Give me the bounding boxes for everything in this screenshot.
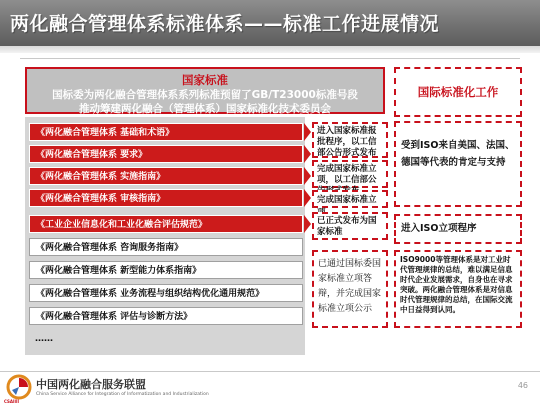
slide-title: 两化融合管理体系标准体系——标准工作进展情况 — [10, 13, 440, 35]
standard-item: 《两化融合管理体系 业务流程与组织结构优化通用规范》 — [29, 284, 303, 302]
footer-divider — [0, 371, 540, 372]
standard-item: 《工业企业信息化和工业化融合评估规范》 — [29, 215, 303, 233]
national-standard-line-2: 推动筹建两化融合（管理体系）国家标准化技术委员会 — [79, 103, 331, 115]
standard-item: 《两化融合管理体系 审核指南》 — [29, 189, 303, 207]
status-box-released: 已正式发布为国家标准 — [312, 212, 388, 240]
title-bar — [0, 0, 540, 46]
standard-item: 《两化融合管理体系 咨询服务指南》 — [29, 238, 303, 256]
standard-item: 《两化融合管理体系 基础和术语》 — [29, 123, 303, 141]
alliance-name-en: China Service Alliance for Integration of Informatization and Industrialization — [36, 392, 209, 397]
arrow-icon — [304, 123, 311, 141]
status-box-approval: 进入国家标准报批程序，以工信部公告形式发布 — [312, 122, 388, 158]
standard-item: 《两化融合管理体系 评估与诊断方法》 — [29, 307, 303, 325]
national-standard-line-1: 国标委为两化融合管理体系系列标准预留了GB/T23000标准号段 — [52, 89, 358, 101]
alliance-name: 中国两化融合服务联盟 — [36, 378, 146, 391]
iso-note-box: ISO9000等管理体系是对工业时代管理规律的总结，难以满足信息时代企业发展需求，自身也在寻求突破。两化融合管理体系是对信息时代管理规律的总结，在国际交流中日益得到认同。 — [394, 250, 522, 328]
page-number: 46 — [517, 381, 528, 390]
standard-item: 《两化融合管理体系 要求》 — [29, 145, 303, 163]
status-box-project: 完成国家标准立 — [312, 190, 388, 208]
arrow-icon — [304, 215, 311, 233]
title-strip — [0, 46, 540, 53]
alliance-abbr: CSAIIII — [4, 399, 19, 404]
arrow-icon — [304, 167, 311, 185]
iso-support-box: 受到ISO来自美国、法国、德国等代表的肯定与支持 — [394, 121, 522, 207]
status-box-project-published: 完成国家标准立项，以工信部公 — [312, 160, 388, 188]
standard-item: 《两化融合管理体系 实施指南》 — [29, 167, 303, 185]
title-divider — [20, 58, 520, 59]
international-standard-header: 国际标准化工作 — [394, 67, 522, 117]
standard-item: 《两化融合管理体系 新型能力体系指南》 — [29, 261, 303, 279]
national-standard-header — [25, 67, 385, 114]
standard-item-ellipsis: …… — [35, 334, 53, 344]
alliance-logo-icon — [6, 374, 32, 400]
arrow-icon — [304, 145, 311, 163]
status-box-defense: 已通过国标委国家标准立项答辩，并完成国家标准立项公示 — [312, 250, 388, 328]
arrow-icon — [304, 189, 311, 207]
iso-project-box: 进入ISO立项程序 — [394, 214, 522, 244]
national-standard-title: 国家标准 — [182, 73, 228, 87]
